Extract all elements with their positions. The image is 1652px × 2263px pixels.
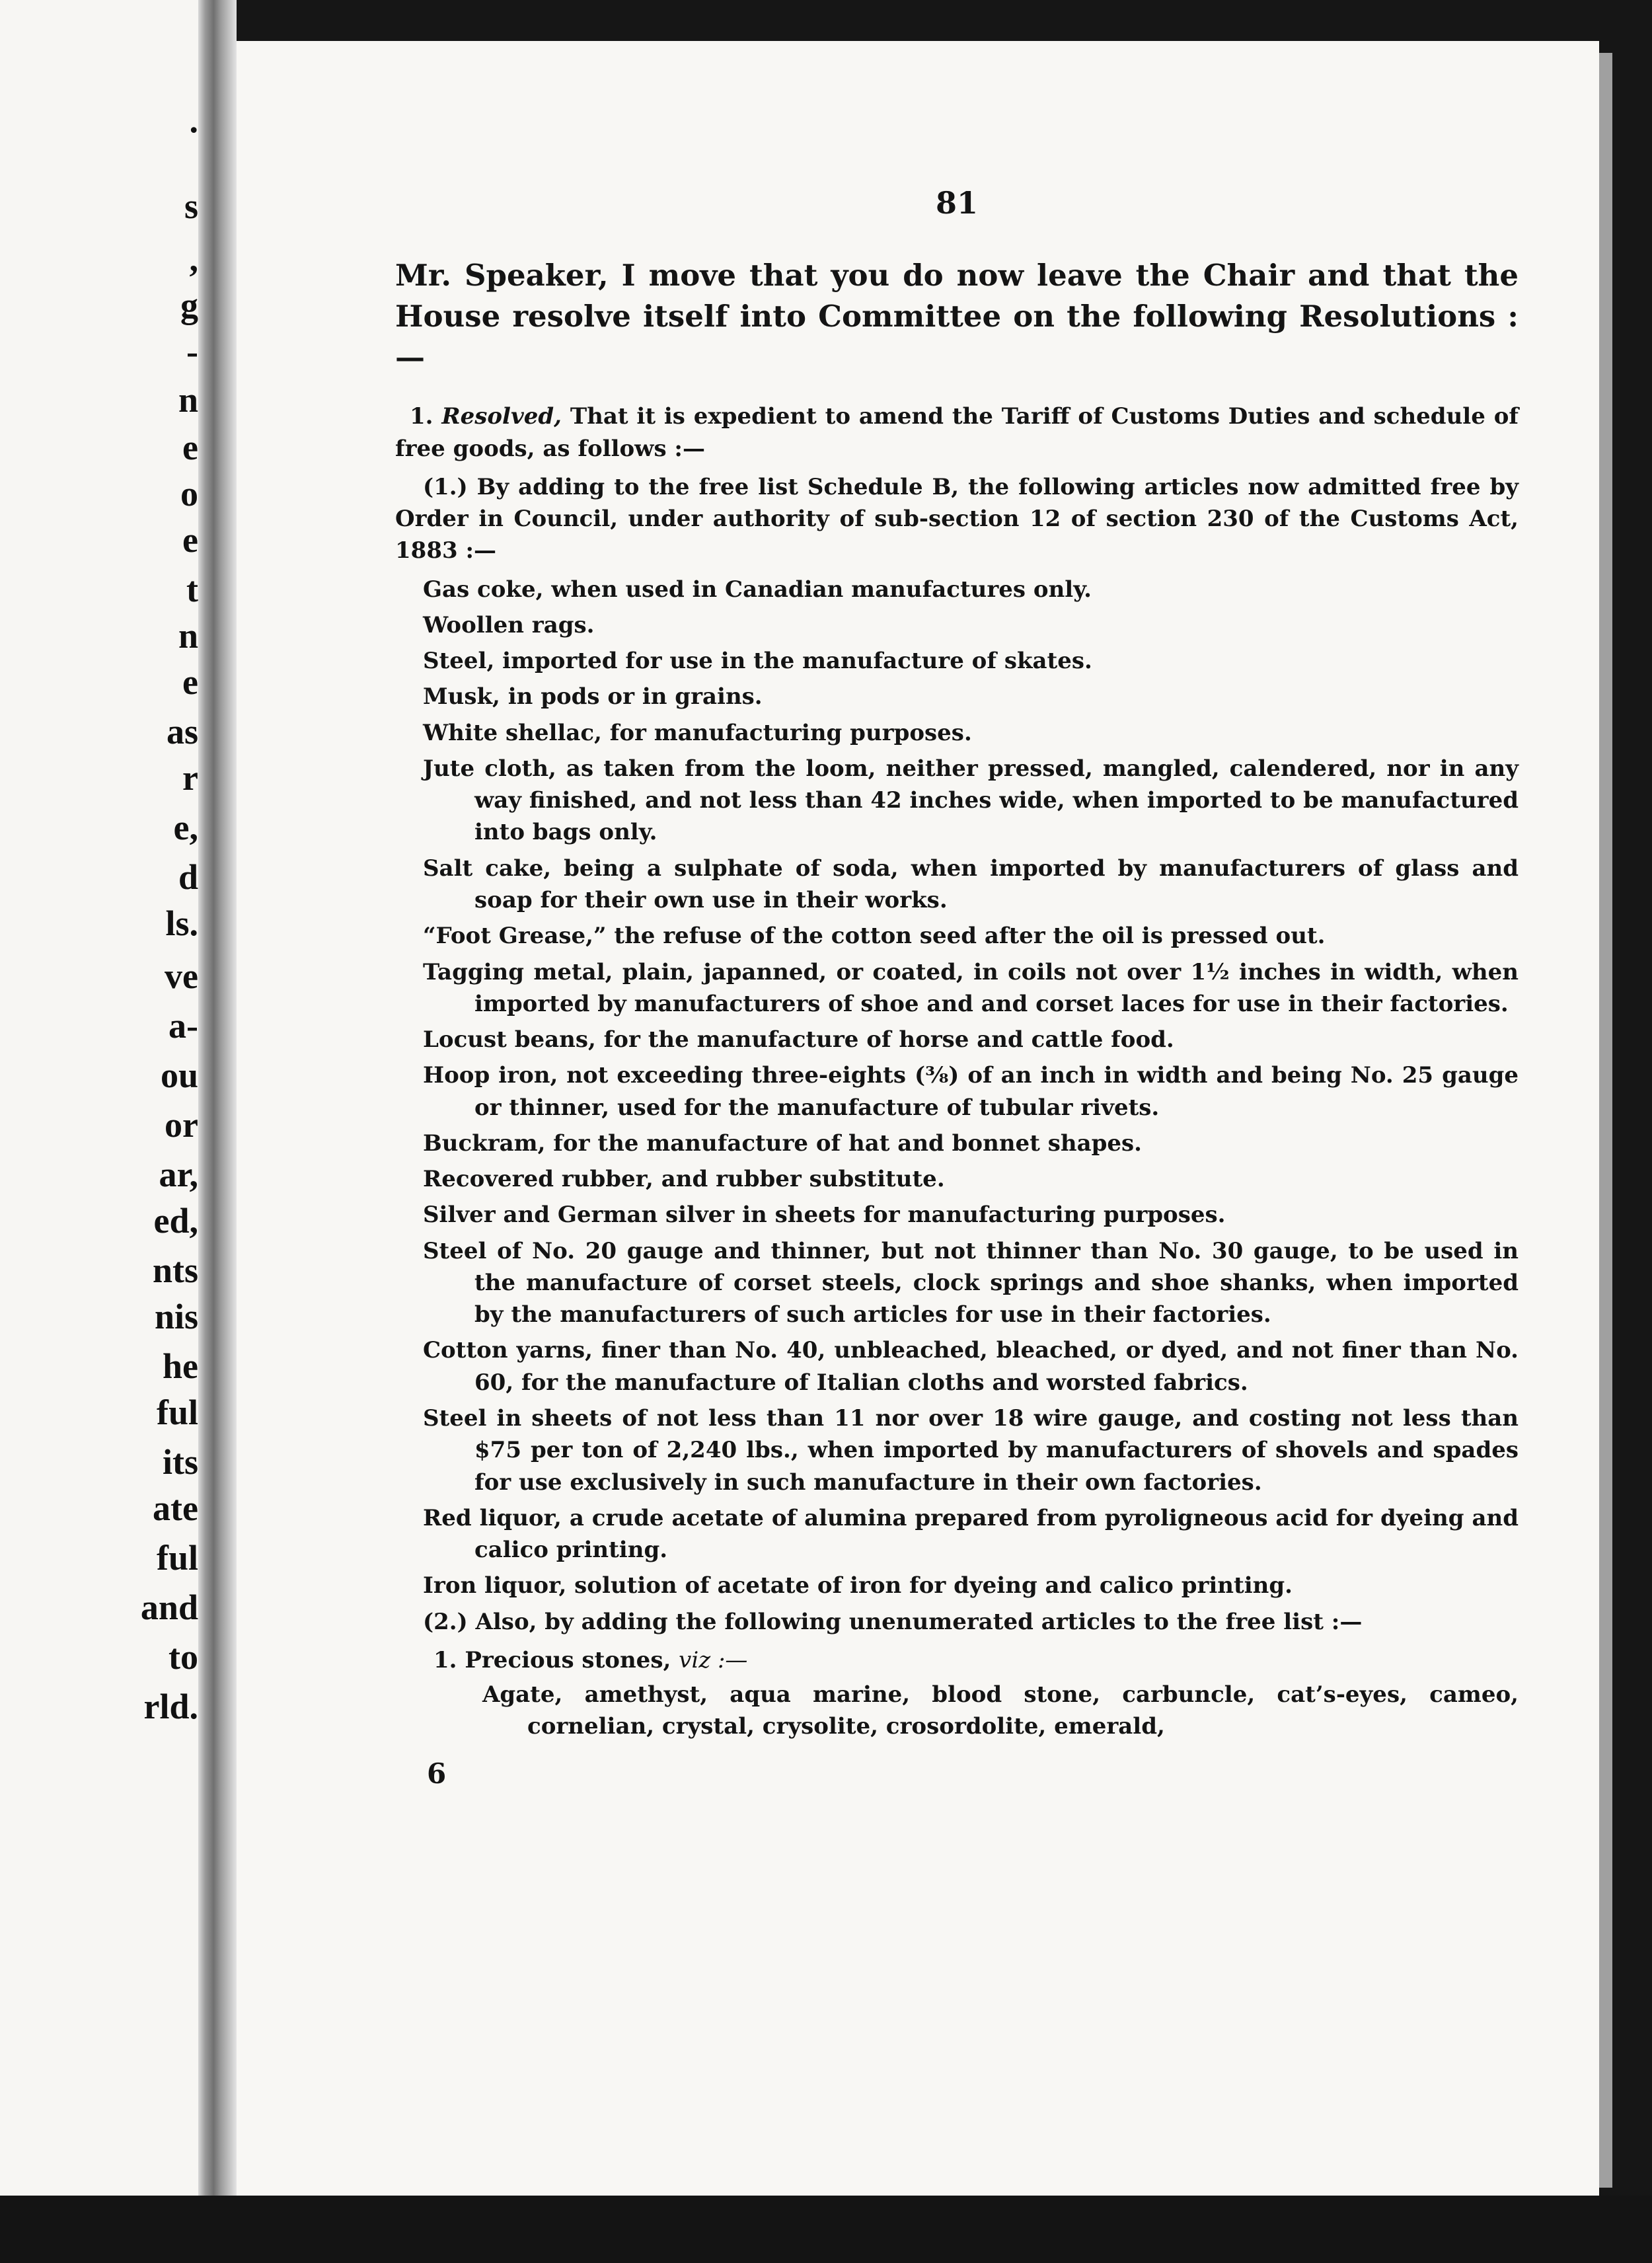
article-item: Jute cloth, as taken from the loom, neither pressed, mangled, calendered, nor in any way finished, and not less than 42 inches wide, when imported to be manufactured into bags only. — [423, 755, 1519, 846]
article-item: Steel of No. 20 gauge and thinner, but not thinner than No. 30 gauge, to be used in the manufacture of corset steels, clock springs and shoe shanks, when imported by the manufacturers of such articles for use in their factories. — [423, 1237, 1519, 1328]
article-item: Steel in sheets of not less than 11 nor over 18 wire gauge, and costing not less than $75 per ton of 2,240 lbs., when imported by manufacturers of shovels and spades for use exclusively in such manufacture in their own factories. — [423, 1404, 1519, 1496]
facing-page-fragment: or — [165, 1105, 198, 1145]
facing-page-fragment: e — [182, 662, 198, 702]
resolution-text: That it is expedient to amend the Tariff of Customs Duties and schedule of free goods, as follows :— — [395, 403, 1519, 462]
facing-page-fragment: r — [182, 758, 198, 798]
facing-page-fragment: a- — [169, 1006, 198, 1046]
signature-mark: 6 — [427, 1757, 447, 1790]
article-item: Cotton yarns, finer than No. 40, unbleached, bleached, or dyed, and not finer than No. 60, for the manufacture of Italian cloths and worsted fabrics. — [423, 1337, 1519, 1396]
article-item: Steel, imported for use in the manufacture of skates. — [423, 648, 1092, 675]
facing-page-fragment: t — [186, 570, 198, 609]
resolved-word: Resolved, — [441, 403, 562, 430]
clause-2: (2.) Also, by adding the following unenumerated articles to the free list :— — [423, 1608, 1363, 1635]
article-item: White shellac, for manufacturing purposes. — [423, 719, 972, 746]
page-text — [395, 185, 1519, 1790]
facing-page-fragment: ar, — [159, 1155, 198, 1194]
article-item: Woollen rags. — [423, 611, 595, 638]
article-item: Red liquor, a crude acetate of alumina prepared from pyroligneous acid for dyeing and calico printing. — [423, 1504, 1519, 1564]
facing-page-fragment: as — [166, 712, 198, 751]
facing-page-fragment: to — [169, 1637, 198, 1677]
facing-page-fragment: , — [189, 239, 198, 279]
page-number: 81 — [935, 185, 978, 221]
article-item: Salt cake, being a sulphate of soda, when imported by manufacturers of glass and soap for their own use in their works. — [423, 855, 1519, 913]
document-page — [237, 41, 1599, 2196]
facing-page-fragment: ful — [156, 1393, 198, 1432]
facing-page-fragment: he — [163, 1346, 198, 1386]
facing-page-fragment: and — [140, 1588, 198, 1627]
article-item: Locust beans, for the manufacture of horse and cattle food. — [423, 1026, 1174, 1054]
precious-stones-list: Agate, amethyst, aqua marine, blood stone, carbuncle, cat’s-eyes, cameo, cornelian, crystal, crysolite, crosordolite, emerald, — [482, 1681, 1519, 1740]
facing-page-fragment: e — [182, 428, 198, 467]
facing-page-fragment: e — [182, 520, 198, 560]
scan-bottom-border — [0, 2196, 1652, 2263]
article-item: Buckram, for the manufacture of hat and bonnet shapes. — [423, 1130, 1142, 1157]
facing-page-fragment: ful — [156, 1538, 198, 1578]
facing-page-fragment: ou — [160, 1055, 198, 1095]
facing-page-fragment: nts — [152, 1250, 198, 1290]
facing-page-fragment: o — [180, 474, 198, 514]
facing-page-fragment: d — [178, 857, 198, 897]
clause-1: (1.) By adding to the free list Schedule B, the following articles now admitted free by Order in Council, under authority of sub-section 12 of section 230 of the Customs Act, 1883 :— — [395, 473, 1519, 564]
article-item: Recovered rubber, and rubber substitute. — [423, 1166, 945, 1193]
facing-page-fragment: ate — [153, 1488, 198, 1528]
facing-page-fragment: g — [180, 286, 198, 325]
facing-page-fragment: ls. — [165, 903, 198, 943]
facing-page-fragment: rld. — [143, 1687, 198, 1726]
article-item: Hoop iron, not exceeding three-eights (⅜) of an inch in width and being No. 25 gauge or thinner, used for the manufacture of tubular rivets. — [423, 1062, 1519, 1121]
facing-page-fragment: nis — [154, 1297, 198, 1336]
facing-page-fragment: its — [163, 1442, 198, 1482]
precious-stones-heading — [395, 1644, 1519, 1676]
article-item: Musk, in pods or in grains. — [423, 683, 763, 710]
facing-page-fragment: n — [178, 616, 198, 656]
facing-page-fragment: ve — [165, 956, 198, 996]
article-item: Gas coke, when used in Canadian manufactures only. — [423, 576, 1092, 603]
article-item: Tagging metal, plain, japanned, or coated, in coils not over 1½ inches in width, when imported by manufacturers of shoe and and corset laces for use in their factories. — [423, 958, 1519, 1017]
page-edge-shadow — [1599, 53, 1612, 2188]
facing-page-fragment: e, — [173, 808, 198, 847]
viz-word: viz :— — [679, 1646, 748, 1673]
article-item: Silver and German silver in sheets for manufacturing purposes. — [423, 1202, 1226, 1229]
article-item: Iron liquor, solution of acetate of iron for dyeing and calico printing. — [423, 1572, 1293, 1599]
facing-page-fragment: - — [186, 332, 198, 371]
book-gutter — [198, 0, 237, 2263]
article-item: “Foot Grease,” the refuse of the cotton seed after the oil is pressed out. — [423, 923, 1326, 950]
facing-page-fragment: n — [178, 380, 198, 420]
resolution-paragraph — [395, 401, 1519, 465]
facing-page-fragment: s — [184, 186, 198, 226]
motion-paragraph: Mr. Speaker, I move that you do now leave the Chair and that the House resolve itself into Committee on the following Resolutions :— — [395, 258, 1519, 375]
facing-page-fragment: ed, — [153, 1201, 198, 1241]
precious-stones-label: 1. Precious stones, — [433, 1646, 671, 1673]
facing-page-fragment: . — [189, 100, 198, 140]
resolution-number: 1. — [410, 403, 433, 430]
facing-page-edge — [0, 0, 198, 2263]
free-articles-list — [395, 574, 1519, 1602]
